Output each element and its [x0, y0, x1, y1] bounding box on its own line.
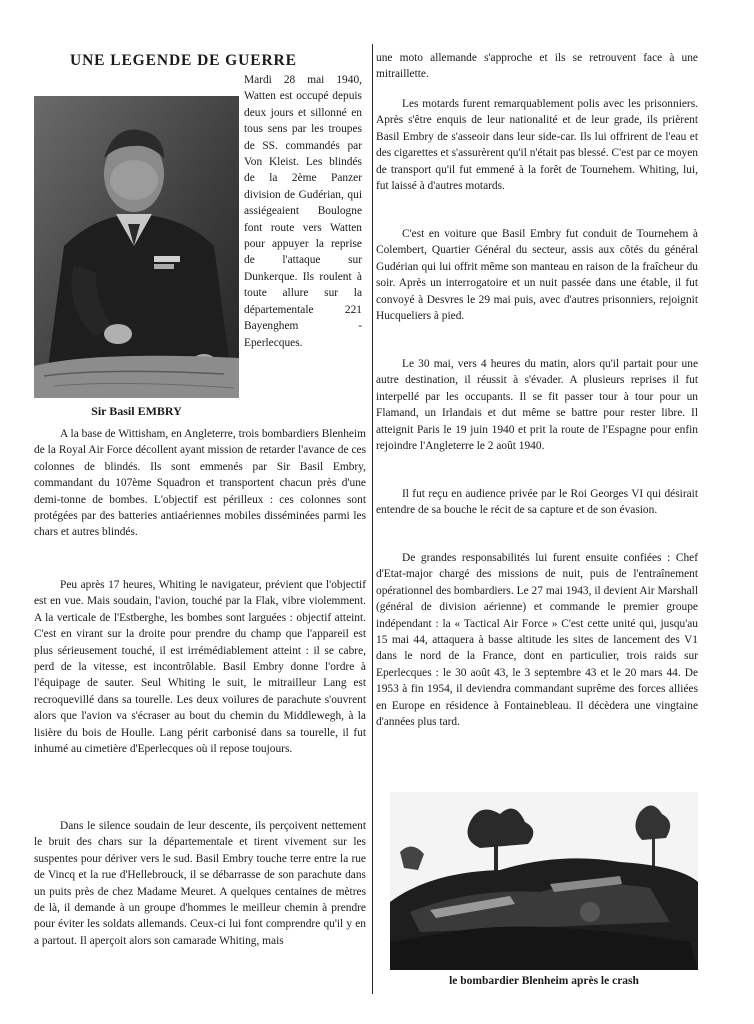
column-divider: [372, 44, 373, 994]
paragraph-roi: Il fut reçu en audience privée par le Roi Georges VI qui désirait entendre de sa bouche le récit de sa capture et de son évasion.: [376, 488, 698, 517]
paragraph-base-wittisham: A la base de Wittisham, en Angleterre, trois bombardiers Blenheim de la Royal Air Force décollent ayant mission de retarder l'avance de ces colonnes de blindés. Ils sont emmenés par Sir Basil Embry, commandant du 107ème Squadron et transportent chacun près d'une demi-tonne de bombes. L'objectif est périlleux : ces colonnes sont protégées par des batteries antiaériennes mobiles disséminées parmi les chars et autres blindés.: [34, 428, 366, 539]
paragraph-moto: une moto allemande s'approche et ils se retrouvent face à une mitraillette.: [376, 52, 698, 81]
crash-caption: le bombardier Blenheim après le crash: [449, 975, 639, 987]
crash-photo: [390, 792, 698, 970]
paragraph-responsabilites: De grandes responsabilités lui furent ensuite confiées : Chef d'Etat-major chargé des missions de nuit, puis de l'entraînement opérationnel des bombardiers. Le 27 mai 1943, il devient Air Marshall (général de division aérienne) et commande le premier groupe indépendant : la « Tactical Air Force » C'est cette unité qui, jusqu'au 15 mai 44, attaquera à basse altitude les sites de lancement des V1 dans le nord de la France, dont en particulier, trois raids sur Eperlecques : le 30 août 43, le 3 septembre 43 et le 20 mars 44. De 1953 à fin 1954, il deviendra commandant suprême des forces alliées en Europe en résidence à Fontainebleau. Il décèdera une vingtaine d'années plus tard.: [376, 552, 698, 729]
paragraph-voiture: C'est en voiture que Basil Embry fut conduit de Tournehem à Colembert, Quartier Général du secteur, assis aux côtés du général Gudérian qui lui offrit même son manteau en raison de la fraîcheur du soir. Après un interrogatoire et un nuit passée dans une étable, il fut convoyé à Desvres le 29 mai puis, avec d'autres prisonniers, rejoignit Hucqueliers à pied.: [376, 228, 698, 323]
paragraph-evasion: Le 30 mai, vers 4 heures du matin, alors qu'il partait pour une autre destination, il réussit à s'évader. A plusieurs reprises il fut interpellé par les occupants. Il se fit passer tour à tour pour un Flamand, un Irlandais et dut même se battre pour rester libre. Il atteignit Paris le 19 juin 1940 et prit la route de l'Espagne pour enfin rejoindre l'Angleterre le 2 août 1940.: [376, 358, 698, 453]
article-title: UNE LEGENDE DE GUERRE: [70, 52, 297, 69]
paragraph-whiting: Peu après 17 heures, Whiting le navigateur, prévient que l'objectif est en vue. Mais soudain, l'avion, touché par la Flak, vibre violemment. A la verticale de l'Estberghe, les bombes sont larguées : objectif atteint. C'est en virant sur la droite pour prendre du champ que l'appareil est plus sérieusement touché, il est irrémédiablement atteint : il se cabre, perd de la vitesse, est incontrôlable. Basil Embry donne l'ordre à l'équipage de sauter. Seul Whiting le suit, le mitrailleur Lang est recroquevillé dans sa tourelle. Les deux voilures de parachute s'ouvrent alors que l'avion va s'écraser au bout du chemin du Middlewegh, à la lisière du bois de Houlle. Lang périt carbonisé dans sa tourelle, il fut inhumé au cimetière d'Eperlecques où il repose toujours.: [34, 579, 366, 756]
paragraph-motards: Les motards furent remarquablement polis avec les prisonniers. Après s'être enquis de leur nationalité et de leur grade, ils prièrent Basil Embry de s'asseoir dans leur side-car. Ils lui offrirent de l'eau et des cigarettes et s'assurèrent qu'il n'était pas blessé. C'est par ce moyen de transport qu'il fut emmené à la forêt de Tournehem. Whiting, lui, fut laissé à d'autres motards.: [376, 98, 698, 193]
paragraph-descente: Dans le silence soudain de leur descente, ils perçoivent nettement le bruit des chars sur la départementale et tirent vivement sur les suspentes pour dériver vers le sud. Basil Embry touche terre entre la rue de Vincq et la rue d'Hellebrouck, il se débarrasse de son parachute dans un puits près de chez Madame Meuret. A quelques centaines de mètres de là, il demande à un groupe d'hommes le meilleur chemin à prendre pour éviter les soldats allemands. Ceux-ci lui font comprendre qu'il y en a partout. Il aperçoit alors son camarade Whiting, mais: [34, 820, 366, 947]
portrait-photo: [34, 96, 239, 398]
portrait-caption: Sir Basil EMBRY: [91, 404, 182, 418]
intro-text: Mardi 28 mai 1940, Watten est occupé depuis deux jours et sillonné en tous sens par les troupes de SS. commandés par Von Kleist. Les blindés de la 2ème Panzer division de Gudérian, qui assiégeaient Boulogne font route vers Watten pour appuyer la reprise de l'attaque sur Dunkerque. Ils roulent à toute allure sur la départementale 221 Bayenghem - Eperlecques.: [244, 74, 362, 349]
intro-paragraph: [244, 72, 362, 351]
